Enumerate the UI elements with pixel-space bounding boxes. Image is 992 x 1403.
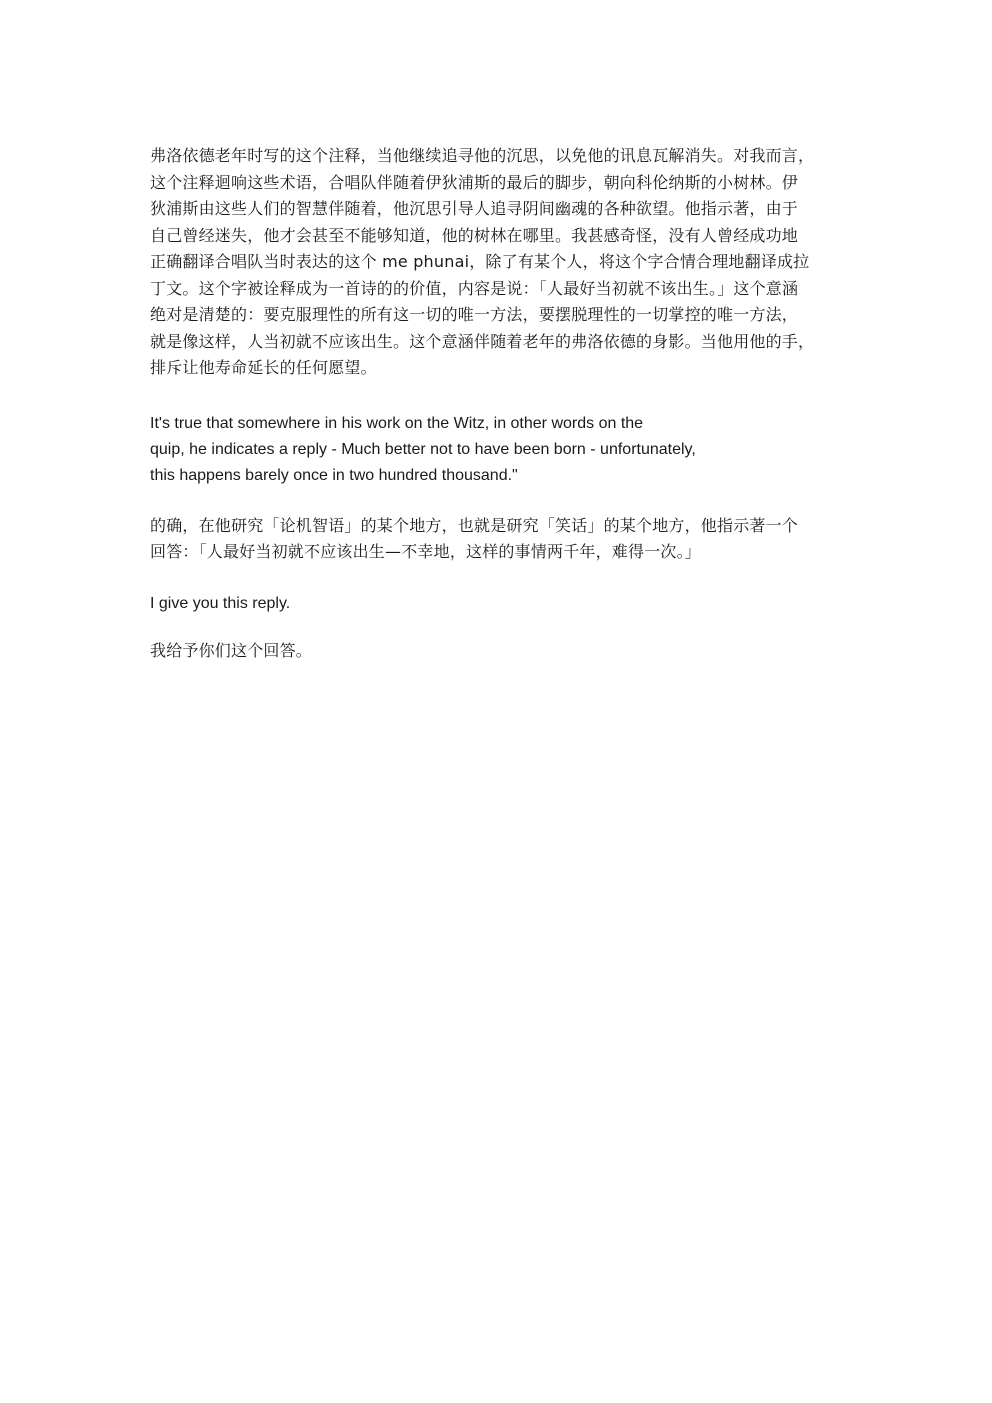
text-line: quip, he indicates a reply - Much better not to have been born - unfortunately, xyxy=(150,440,696,458)
paragraph-chinese-commentary xyxy=(150,143,846,382)
paragraph-english-reply xyxy=(150,591,846,617)
text-line: 这个注释迴响这些术语，合唱队伴随着伊狄浦斯的最后的脚步，朝向科伦纳斯的小树林。伊 xyxy=(150,172,799,192)
text-line: 丁文。这个字被诠释成为一首诗的的价值，内容是说：「人最好当初就不该出生。」这个意涵 xyxy=(150,278,799,298)
paragraph-chinese-reply xyxy=(150,638,846,665)
paragraph-english-quote xyxy=(150,411,846,489)
text-line: 回答：「人最好当初就不应该出生—不幸地，这样的事情两千年，难得一次。」 xyxy=(150,542,702,561)
text-line: I give you this reply. xyxy=(150,594,291,612)
text-line: 就是像这样，人当初就不应该出生。这个意涵伴随着老年的弗洛依德的身影。当他用他的手， xyxy=(150,331,815,351)
document-page xyxy=(150,143,846,664)
text-line: 弗洛依德老年时写的这个注释，当他继续追寻他的沉思，以免他的讯息瓦解消失。对我而言， xyxy=(150,146,815,165)
paragraph-chinese-translation xyxy=(150,513,846,566)
text-line: It's true that somewhere in his work on the Witz, in other words on the xyxy=(150,414,644,432)
text-line: 我给予你们这个回答。 xyxy=(150,640,313,660)
text-line: 狄浦斯由这些人们的智慧伴随着，他沉思引导人追寻阴间幽魂的各种欲望。他指示著，由于 xyxy=(150,199,799,218)
text-line: this happens barely once in two hundred thousand." xyxy=(150,466,518,484)
text-line: 正确翻译合唱队当时表达的这个 me phunai，除了有某个人，将这个字合情合理地翻译成拉 xyxy=(150,252,810,271)
text-line: 自己曾经迷失，他才会甚至不能够知道，他的树林在哪里。我甚感奇怪，没有人曾经成功地 xyxy=(150,225,799,245)
text-line: 的确，在他研究「论机智语」的某个地方，也就是研究「笑话」的某个地方，他指示著一个 xyxy=(150,515,799,535)
text-line: 排斥让他寿命延长的任何愿望。 xyxy=(150,358,377,377)
text-line: 绝对是清楚的：要克服理性的所有这一切的唯一方法，要摆脱理性的一切掌控的唯一方法， xyxy=(150,305,799,324)
